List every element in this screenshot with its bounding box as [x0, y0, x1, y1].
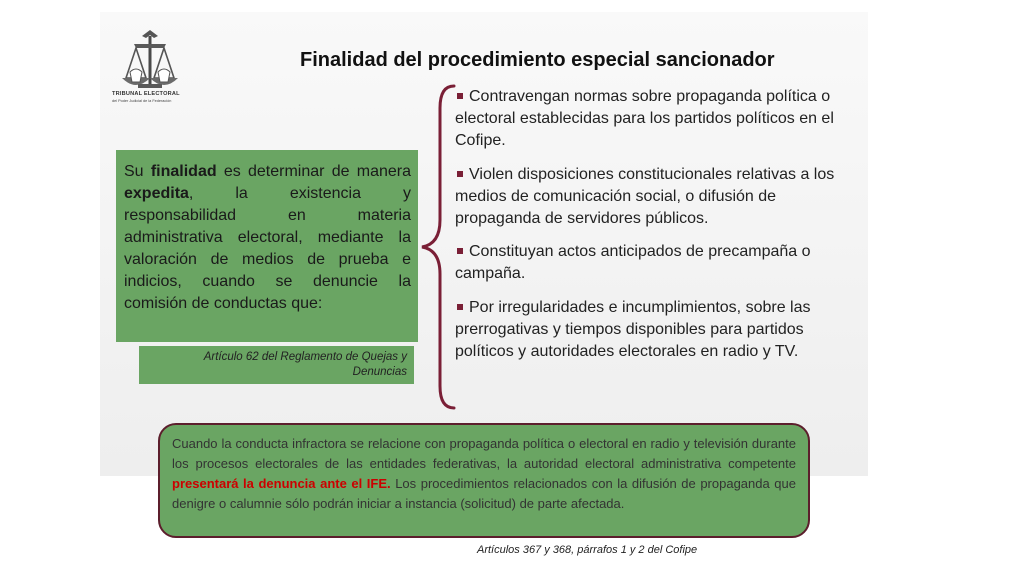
bullet-square-icon — [457, 304, 463, 310]
highlight-text: presentará la denuncia ante el IFE. — [172, 476, 391, 491]
bullet-square-icon — [457, 248, 463, 254]
list-item: Violen disposiciones constitucionales relativas a los medios de comunicación social, o difusión de propaganda de servidores públicos. — [455, 166, 835, 227]
list-item: Por irregularidades e incumplimientos, sobre las prerrogativas y tiempos disponibles para partidos políticos y autoridades electorales en radio y TV. — [455, 299, 811, 360]
definition-citation: Artículo 62 del Reglamento de Quejas y Denuncias — [139, 346, 414, 384]
curly-brace-icon — [418, 84, 458, 410]
bullet-square-icon — [457, 93, 463, 99]
bottom-citation: Artículos 367 y 368, párrafos 1 y 2 del Cofipe — [477, 544, 698, 556]
local-elections-text: Cuando la conducta infractora se relacione con propaganda política o electoral en radio y televisión durante los procesos electorales de las entidades federativas, la autoridad electoral administrativa competente presentará la denuncia ante el IFE. Los procedimientos relacionados con la difusión de propaganda que denigre o calumnie sólo podrán iniciar a instancia (solicitud) de parte afectada. — [172, 436, 796, 511]
slide-title: Finalidad del procedimiento especial sancionador — [300, 49, 775, 71]
list-item: Constituyan actos anticipados de precampaña o campaña. — [455, 243, 811, 282]
keyword-finalidad: finalidad — [150, 163, 217, 180]
local-elections-note — [158, 423, 810, 538]
logo-title: TRIBUNAL ELECTORAL — [112, 91, 180, 97]
list-item: Contravengan normas sobre propaganda política o electoral establecidas para los partidos políticos en el Cofipe. — [455, 88, 834, 149]
bullet-square-icon — [457, 171, 463, 177]
logo-subtitle: del Poder Judicial de la Federación — [112, 99, 172, 103]
definition-text: Su finalidad es determinar de manera expedita, la existencia y responsabilidad en materia administrativa electoral, mediante la valoración de medios de prueba e indicios, cuando se denuncie la comisión de conductas que: — [124, 163, 412, 312]
definition-box — [116, 150, 418, 342]
conduct-list — [455, 86, 855, 375]
keyword-expedita: expedita — [124, 185, 189, 202]
